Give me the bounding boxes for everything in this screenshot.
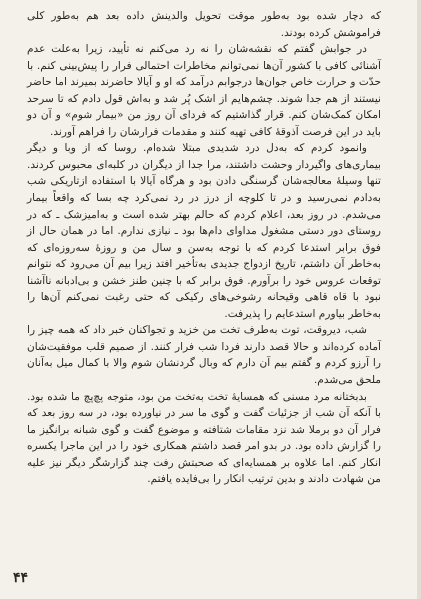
paragraph-3: وانمود کردم که به‌دل درد شدیدی مبتلا شده‌ام. روسا که از وبا و دیگر بیماری‌های واگیردار وحشت داشتند، مرا جدا از دیگران در کلبه‌ای محبوس کردند. تنها وسیلهٔ معالجه‌شان گرسنگی دادن بود و هرگاه آیالا با استفاده ازتاریکی شب به‌دادم نمی‌رسید و در تا کلوچه از درز در رد نمی‌کرد چه بسا که واقعاً بیمار می‌شدم. در روز بعد، اعلام کردم که حالم بهتر شده است و به‌امیزشک ـ که در روستای دور دستی مشغول مداوای دام‌ها بود ـ نیازی ندارم. اما در همان حال از فوق برابر استدعا کردم که با توجه به‌سن و سال من و روزهٔ سه‌روزه‌ای که به‌خاطر آن داشتم، تاریخ ازدواج جدیدی به‌تأخیر افتد زیرا بیم آن می‌رود که نتوانم توقعات عروس خود را برآورم. فوق برابر که با چنین طنز خشن و بی‌ادبانه ناآشنا نبود با قاه قاهی وقیحانه رشوخی‌های رکیکی که حتی رغبت نمی‌کنم آن‌ها را به‌خاطر بیاورم استدعایم را پذیرفت. <box>27 142 381 320</box>
page-edge <box>417 0 421 599</box>
body-text <box>27 8 381 488</box>
paragraph-4: شب، دیروقت، توت به‌طرف تخت من خزید و تجواکنان خبر داد که همه چیز را آماده کرده‌اند و حالا قصد دارند فردا شب فرار کنند. از صمیم قلب موفقیت‌شان را آرزو کردم و گفتم بیم آن دارم که وبال گردنشان شوم والا با کمال میل به‌آنان ملحق می‌شدم. <box>27 324 381 387</box>
paragraph-1: که دچار شده بود به‌طور موقت تحویل والدینش داده بعد هم به‌طور کلی فراموشش کرده بودند. <box>27 10 381 39</box>
paragraph-2: در جوابش گفتم که نقشه‌شان را نه رد می‌کنم نه تأیید، زیرا به‌علت عدم آشنائی کافی با کشور آن‌ها نمی‌توانم مخاطرات احتمالی فرار را پیش‌بینی کنم. با حدّت و حرارت خاص جوان‌ها درجوابم درآمد که او و آیالا حاضرند بمیرند اما حاضر نیستند از هم جدا شوند. چشم‌هایم از اشک پُر شد و به‌اش قول دادم که تا سرحد امکان کمک‌شان کنم. قرار گذاشتیم که فردای آن روز من «بیمار شوم» و آن دو باید در این فرصت آذوقهٔ کافی تهیه کنند و مقدمات فرارشان را فراهم آورند. <box>27 43 381 138</box>
page-number: ۴۴ <box>13 570 29 586</box>
paragraph-5: بدبختانه مرد مسنی که همسایهٔ تخت به‌تخت من بود، متوجه پچ‌پچ ما شده بود. با آنکه آن شب از جزئیات گفت و گوی ما سر در نیاورده بود، در سه روز بعد که فرار آن دو برملا شد نزد مقامات شتافته و موضوع گفت و گوی شبانه برانگیز ما را گزارش داده بود. در بدو امر قصد داشتم همکاری خود را در این ماجرا یکسره انکار کنم. اما علاوه بر همسایه‌ای که صحبتش رفت چند گزارشگر دیگر نیز علیه من شهادت دادند و بدین ترتیب انکار را بی‌فایده یافتم. <box>27 390 381 486</box>
